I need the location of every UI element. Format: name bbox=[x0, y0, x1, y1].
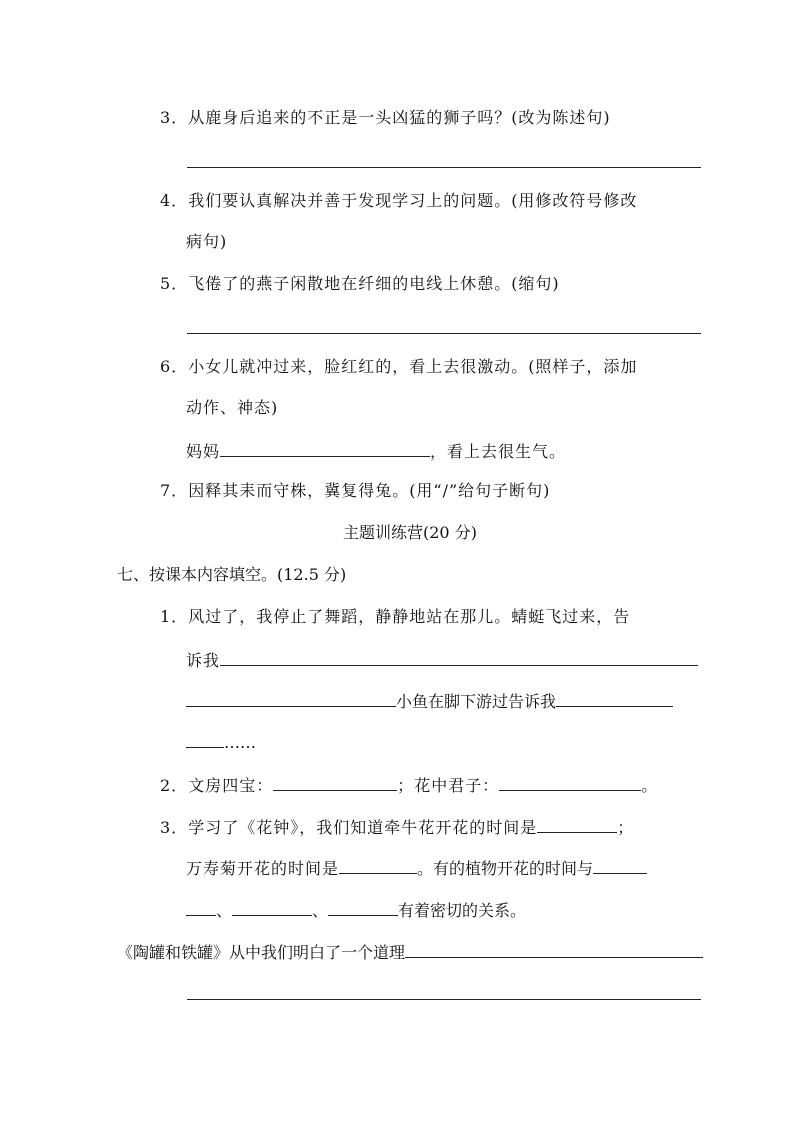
fill-item-3-line2: 万寿菊开花的时间是 。有的植物开花的时间与 bbox=[186, 856, 647, 880]
question-5 bbox=[160, 273, 560, 295]
answer-line[interactable] bbox=[187, 333, 701, 334]
section-title: 主题训练营(20 分) bbox=[343, 523, 477, 542]
question-number: 3． bbox=[160, 818, 189, 837]
fill-item-1 bbox=[160, 606, 630, 628]
question-4-continued: 病句) bbox=[186, 232, 228, 251]
answer-line[interactable] bbox=[187, 167, 701, 168]
fill-blank[interactable] bbox=[499, 773, 641, 791]
question-3 bbox=[160, 107, 611, 129]
fill-item-3: 3．学习了《花钟》，我们知道牵牛花开花的时间是 ； bbox=[160, 815, 634, 839]
fill-blank[interactable] bbox=[220, 439, 430, 457]
fill-blank[interactable] bbox=[593, 856, 647, 874]
fill-blank[interactable] bbox=[186, 689, 396, 707]
fill-blank[interactable] bbox=[556, 689, 673, 707]
question-number: 5． bbox=[160, 274, 189, 293]
question-6-answer: 妈妈 ，看上去很生气。 bbox=[186, 439, 566, 463]
fill-blank[interactable] bbox=[537, 815, 617, 833]
question-number: 2． bbox=[160, 776, 189, 795]
question-number: 4． bbox=[160, 191, 189, 210]
question-text: 因释其耒而守株，冀复得兔。(用“/”给句子断句) bbox=[188, 481, 551, 500]
fill-item-2: 2．文房四宝： ；花中君子： 。 bbox=[160, 773, 658, 797]
fill-blank[interactable] bbox=[186, 898, 216, 916]
question-number: 7． bbox=[160, 481, 189, 500]
question-4 bbox=[160, 190, 637, 212]
fill-blank[interactable] bbox=[339, 856, 417, 874]
fill-blank[interactable] bbox=[232, 898, 312, 916]
question-text: 从鹿身后追来的不正是一头凶猛的狮子吗？(改为陈述句) bbox=[188, 108, 611, 127]
question-number: 1． bbox=[160, 607, 189, 626]
question-6-continued: 动作、神态) bbox=[186, 398, 279, 417]
fill-blank[interactable] bbox=[220, 648, 698, 666]
fill-blank[interactable] bbox=[328, 898, 398, 916]
question-number: 3． bbox=[160, 108, 189, 127]
answer-line[interactable] bbox=[187, 999, 701, 1000]
question-number: 6． bbox=[160, 357, 189, 376]
question-6 bbox=[160, 356, 637, 378]
question-text: 小女儿就冲过来，脸红红的，看上去很激动。(照样子，添加 bbox=[188, 357, 638, 376]
fill-item-1-line2: 诉我 bbox=[186, 648, 698, 672]
fill-item-1-line3: 小鱼在脚下游过告诉我 bbox=[186, 689, 673, 713]
question-text: 我们要认真解决并善于发现学习上的问题。(用修改符号修改 bbox=[188, 191, 638, 210]
fill-blank[interactable] bbox=[405, 940, 703, 958]
fill-blank[interactable] bbox=[273, 773, 397, 791]
fill-item-4: 《陶罐和铁罐》从中我们明白了一个道理 bbox=[117, 940, 703, 964]
question-text: 飞倦了的燕子闲散地在纤细的电线上休憩。(缩句) bbox=[188, 274, 560, 293]
question-text: 风过了，我停止了舞蹈，静静地站在那儿。蜻蜓飞过来，告 bbox=[188, 607, 631, 626]
fill-item-3-line3: 、 、 有着密切的关系。 bbox=[186, 898, 526, 922]
part-heading: 七、按课本内容填空。(12.5 分) bbox=[117, 565, 347, 584]
fill-blank[interactable] bbox=[186, 730, 224, 748]
fill-item-1-line4: …… bbox=[186, 730, 256, 754]
question-7 bbox=[160, 480, 550, 502]
